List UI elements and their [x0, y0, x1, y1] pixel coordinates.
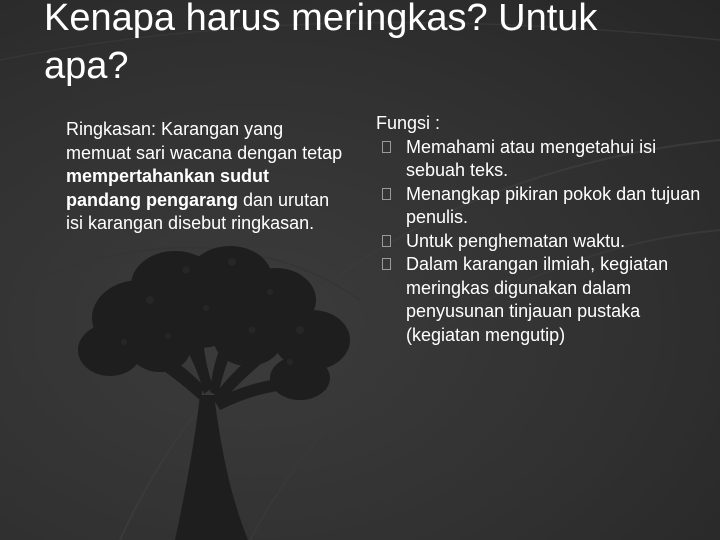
bullet-box-icon: [382, 188, 391, 200]
list-item: [376, 230, 716, 254]
slide-title: Kenapa harus meringkas? Untuk apa?: [44, 0, 598, 87]
list-item: [376, 136, 716, 183]
bullet-box-icon: [382, 141, 391, 153]
list-item: [376, 183, 716, 230]
definition-part-2: dan urutan isi karangan disebut ringkasan.: [66, 189, 330, 233]
definition-bold: mempertahankan sudut pandang pengarang: [66, 166, 270, 210]
list-item-text: Memahami atau mengetahui isi sebuah teks.: [406, 136, 657, 180]
functions-list: [376, 136, 716, 348]
functions-column: [376, 112, 716, 347]
bullet-box-icon: [382, 235, 391, 247]
list-item-text: Dalam karangan ilmiah, kegiatan meringkas digunakan dalam penyusunan tinjauan pustaka (kegiatan mengutip): [406, 254, 669, 345]
list-item: [376, 253, 716, 347]
functions-heading: Fungsi :: [376, 113, 441, 133]
definition-paragraph: [66, 118, 346, 236]
list-item-text: Untuk penghematan waktu.: [406, 230, 626, 251]
list-item-text: Menangkap pikiran pokok dan tujuan penulis.: [406, 183, 701, 227]
bullet-box-icon: [382, 258, 391, 270]
definition-part-1: Ringkasan: Karangan yang memuat sari wacana dengan tetap: [66, 119, 343, 163]
